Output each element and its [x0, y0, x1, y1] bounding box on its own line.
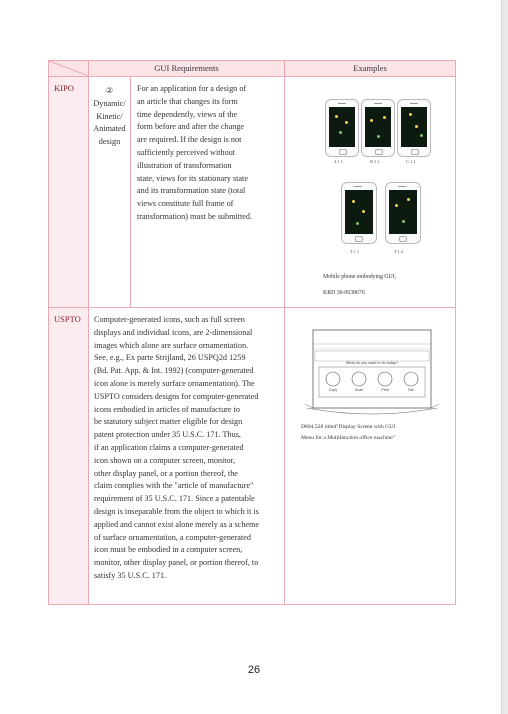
- desc-line: icon must be embodied in a computer screen,: [94, 545, 243, 555]
- print-button-label: Print: [381, 388, 389, 392]
- caption-line: D804,528 titled"Display Screen with GUI: [301, 424, 396, 430]
- desc-line: are required. If the design is not: [137, 135, 242, 145]
- header-examples: Examples: [285, 61, 456, 77]
- phone-image: [385, 182, 421, 244]
- desc-line: USPTO considers designs for computer-generated: [94, 391, 259, 401]
- page-number: 26: [247, 664, 261, 676]
- desc-line: images which alone are surface ornamentation.: [94, 340, 249, 350]
- caption-line: KRD 30-0638676: [323, 289, 365, 296]
- desc-line: claim complies with the "article of manufacture": [94, 481, 254, 491]
- design-type-line: Kinetic/: [96, 111, 123, 121]
- caption-line: Menu for a Multifanction office machine": [301, 435, 395, 441]
- scan-button-label: Scan: [354, 388, 364, 392]
- uspto-example-figure: [285, 308, 456, 605]
- desc-line: other display panel, or a portion thereof, the: [94, 468, 238, 478]
- header-corner-cell: [49, 61, 89, 77]
- desc-line: form before and after the change: [137, 122, 245, 132]
- desc-line: patent protection under 35 U.S.C. 171. Thus,: [94, 430, 241, 440]
- desc-line: icon alone is merely surface ornamentation). The: [94, 378, 255, 388]
- desc-line: requirement of 35 U.S.C. 171. Since a patentable: [94, 494, 255, 504]
- phone-image: [325, 99, 359, 157]
- uspto-description: [89, 308, 285, 605]
- fax-button-label: Fax: [408, 388, 415, 392]
- phone-image: [341, 182, 377, 244]
- caption-line: Mobile phone embodying GUI,: [323, 274, 397, 280]
- design-type-line: Animated: [93, 124, 126, 134]
- kipo-figure-caption: [323, 272, 396, 298]
- table-header-row: [49, 61, 456, 77]
- desc-line: For an application for a design of: [137, 84, 247, 93]
- desc-line: an article that changes its form: [137, 96, 238, 106]
- phone-view-label: T.1.1: [350, 249, 360, 254]
- table-row-uspto: [49, 308, 456, 605]
- desc-line: displays and individual icons, are 2-dimensional: [94, 327, 253, 337]
- office-kipo: KIPO: [49, 77, 89, 308]
- desc-line: if an application claims a computer-generated: [94, 442, 244, 452]
- desc-line: transformation) must be submitted.: [137, 211, 253, 221]
- office-uspto: USPTO: [49, 308, 89, 605]
- desc-line: of surface ornamentation, a computer-generated: [94, 532, 251, 542]
- desc-line: state, views for its stationary state: [137, 173, 248, 183]
- desc-line: and its transformation state (total: [137, 186, 246, 196]
- design-type-number: ②: [105, 86, 114, 95]
- design-type-line: Dynamic/: [93, 98, 126, 108]
- phone-view-label: C.1.1: [406, 159, 416, 164]
- desc-line: icon shown on a computer screen, monitor,: [94, 455, 236, 465]
- header-gui-requirements: GUI Requirements: [89, 61, 285, 77]
- desc-line: applied and cannot exist alone merely as a scheme: [94, 519, 260, 529]
- phone-view-label: 4.1.1: [334, 159, 344, 164]
- screen-prompt: What do you want to do today?: [345, 361, 399, 365]
- desc-line: satisfy 35 U.S.C. 171.: [94, 570, 167, 580]
- desc-line: time dependently, views of the: [137, 109, 238, 119]
- phone-image: [397, 99, 431, 157]
- desc-line: (Bd. Pat. App. & Int. 1992) (computer-generated: [94, 366, 254, 376]
- design-type-cell: [89, 77, 131, 308]
- phone-view-label: T.1.2: [394, 249, 404, 254]
- desc-line: Computer-generated icons, such as full screen: [94, 315, 245, 324]
- phone-view-label: B.1.1: [370, 159, 380, 164]
- kipo-description: [131, 77, 285, 308]
- desc-line: sufficiently perceived without: [137, 147, 236, 157]
- desc-line: be statutory subject matter eligible for design: [94, 417, 243, 427]
- desc-line: views constitute full frame of: [137, 199, 234, 209]
- uspto-figure-caption: [301, 422, 395, 444]
- desc-line: See, e.g., Ex parte Strijland, 26 USPQ2d 1259: [94, 353, 246, 363]
- copy-button-label: Copy: [328, 388, 338, 392]
- page-edge: [501, 0, 508, 714]
- design-type-line: design: [98, 137, 121, 147]
- desc-line: monitor, other display panel, or portion thereof, to: [94, 558, 259, 568]
- table-row-kipo: [49, 77, 456, 308]
- diagonal-divider: [49, 61, 89, 76]
- desc-line: illustration of transformation: [137, 160, 232, 170]
- kipo-example-figure: [285, 77, 456, 308]
- phone-image: [361, 99, 395, 157]
- gui-requirements-table: [48, 60, 456, 605]
- desc-line: design is inseparable from the object to which it is: [94, 506, 259, 516]
- desc-line: icons embodied in articles of manufacture to: [94, 404, 240, 414]
